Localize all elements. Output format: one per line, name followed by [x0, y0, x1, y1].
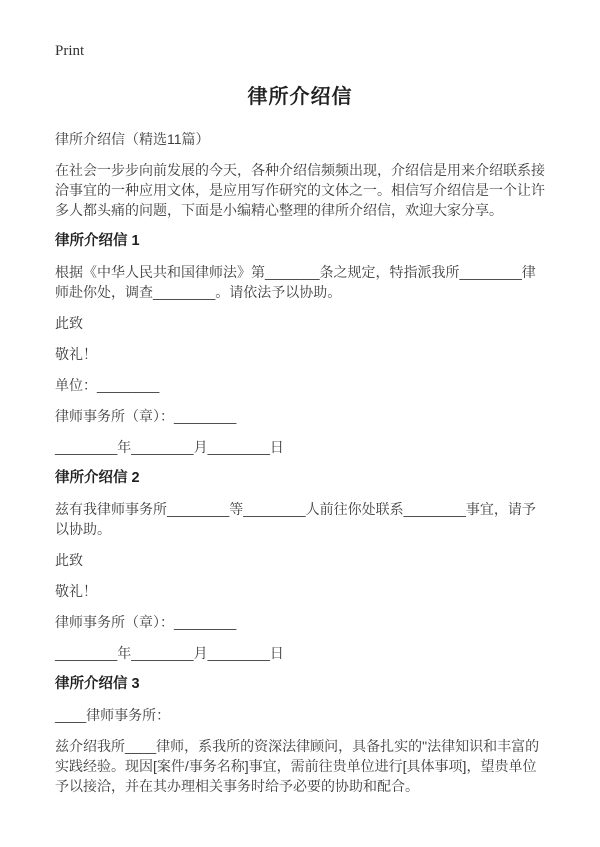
page-title: 律所介绍信: [247, 86, 353, 108]
section-heading-1: 律所介绍信 1: [55, 233, 140, 249]
paragraph: 敬礼！: [55, 346, 97, 362]
paragraph: ____律师事务所：: [55, 707, 171, 723]
paragraph: ________年________月________日: [55, 439, 284, 455]
paragraph: 兹介绍我所____律师，系我所的资深法律顾问，具备扎实的"法律知识和丰富的实践经验。现因[案件/事务名称]事宜，需前往贵单位进行[具体事项]，望贵单位予以接洽，并在其办理相关事务时给予必要的协助和配合。: [55, 738, 540, 794]
section-heading-2: 律所介绍信 2: [55, 470, 140, 486]
print-button[interactable]: Print: [55, 43, 85, 59]
section-heading-3: 律所介绍信 3: [55, 676, 140, 692]
letter-sections: [55, 231, 545, 796]
paragraph: 敬礼！: [55, 583, 97, 599]
paragraph: 律师事务所（章）：________: [55, 614, 237, 630]
paragraph: 律师事务所（章）：________: [55, 408, 237, 424]
paragraph: 兹有我律师事务所________等________人前往你处联系________事宜，请予以协助。: [55, 501, 536, 537]
paragraph: 此致: [55, 315, 83, 331]
intro-paragraph: 在社会一步步向前发展的今天，各种介绍信频频出现，介绍信是用来介绍联系接洽事宜的一种应用文体，是应用写作研究的文体之一。相信写介绍信是一个让许多人都头痛的问题，下面是小编精心整理的律所介绍信，欢迎大家分享。: [55, 162, 545, 218]
paragraph: 根据《中华人民共和国律师法》第_______条之规定，特指派我所________律师赴你处，调查________。请依法予以协助。: [55, 264, 536, 300]
paragraph: 单位：________: [55, 377, 160, 393]
document-subtitle: 律所介绍信（精选11篇）: [55, 131, 210, 147]
paragraph: 此致: [55, 552, 83, 568]
paragraph: ________年________月________日: [55, 645, 284, 661]
